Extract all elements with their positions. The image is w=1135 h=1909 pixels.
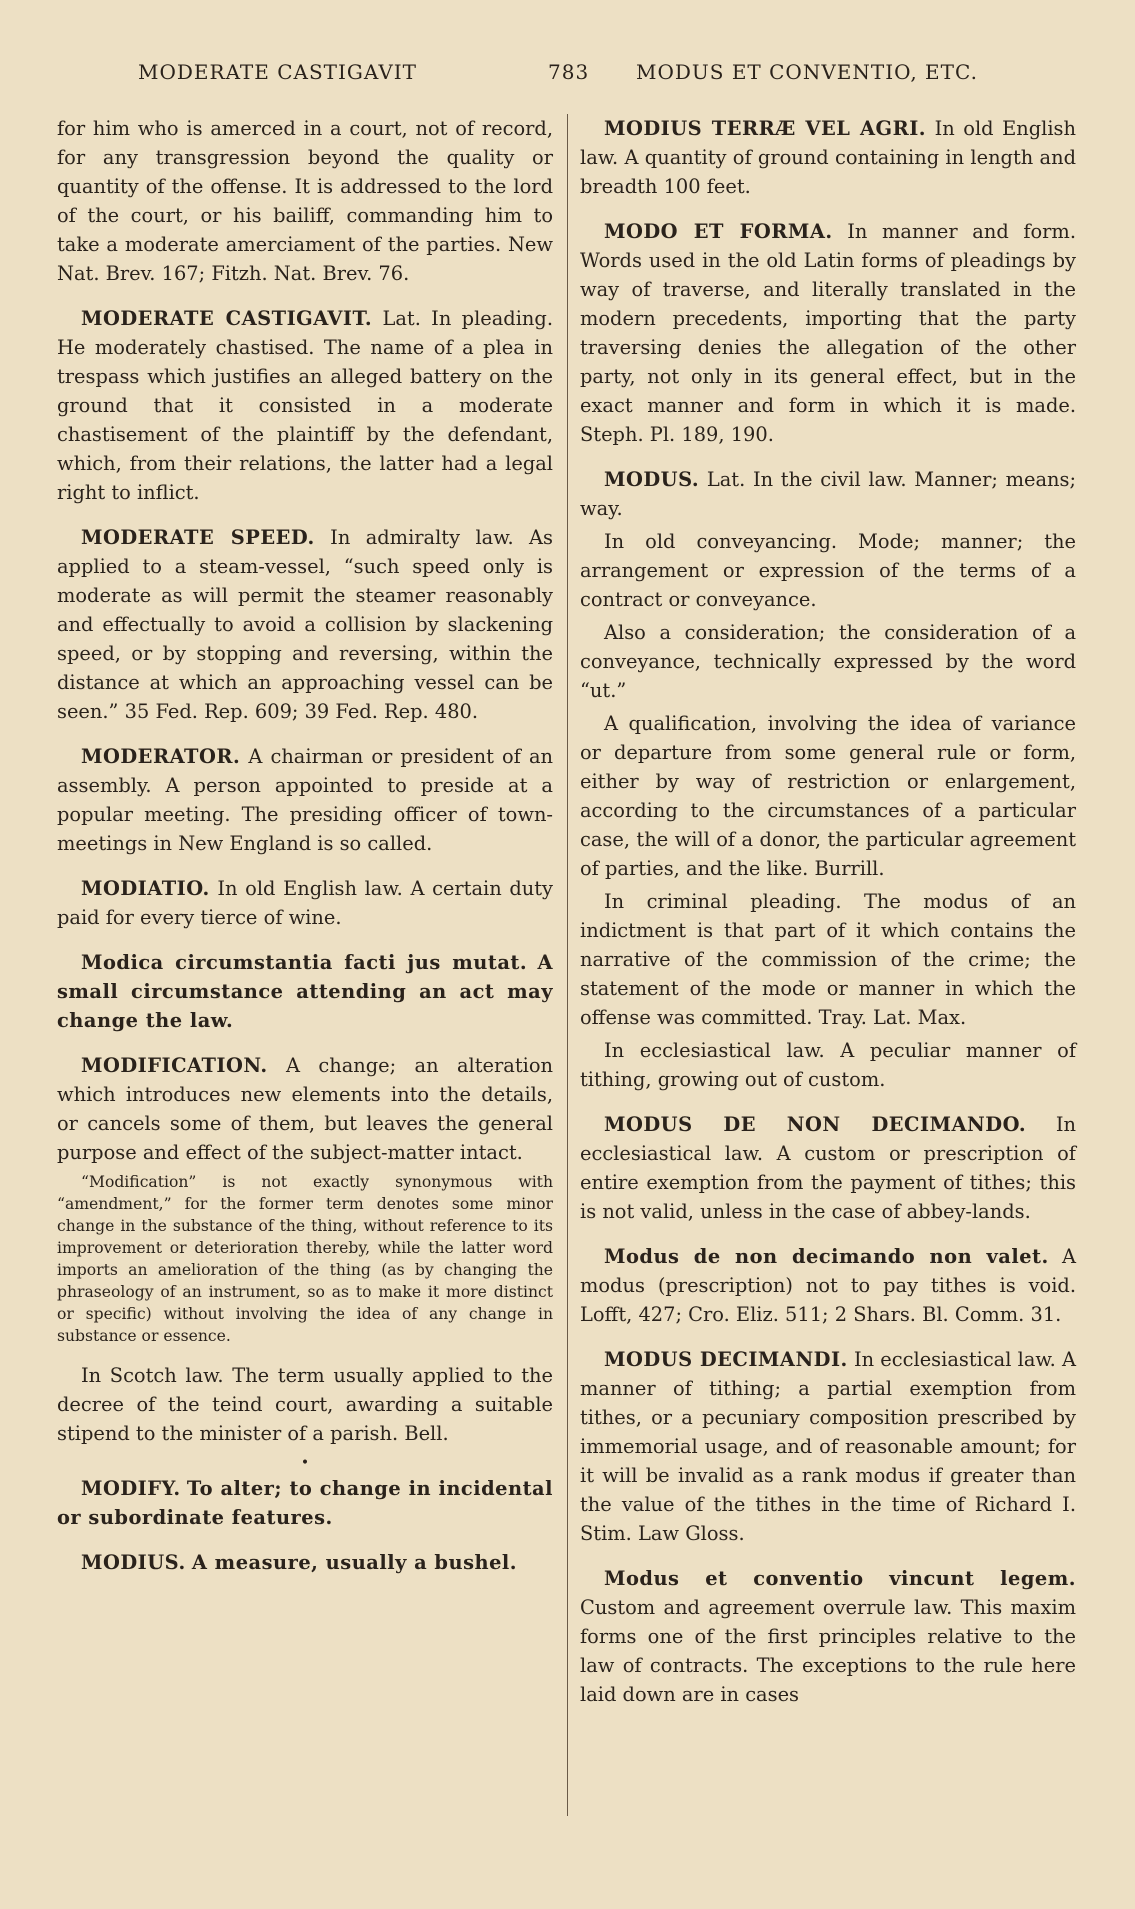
entry-headword: MODIUS.	[81, 1551, 186, 1574]
entry-headword: MODIATIO.	[81, 877, 210, 900]
entry-text: To alter; to change in incidental or subordinate features.	[57, 1477, 553, 1529]
left-column	[57, 114, 553, 1593]
entry-headword: Modus de non decimando non valet.	[604, 1245, 1049, 1268]
entry-modus-decimandi	[580, 1345, 1076, 1548]
header-left-guide-word: MODERATE CASTIGAVIT	[138, 60, 418, 84]
entry-text: In old conveyancing. Mode; manner; the arrangement or expression of the terms of a contract or conveyance.	[580, 530, 1076, 611]
entry-text: Lat. In the civil law. Manner; means; way.	[580, 468, 1076, 520]
entry-headword: MODIFY.	[81, 1477, 181, 1500]
header-right-guide-word: MODUS ET CONVENTIO, ETC.	[636, 60, 978, 84]
page-number: 783	[548, 60, 590, 84]
entry-text: A change; an alteration which introduces new elements into the details, or cancels some of them, but leaves the general purpose and effect of the subject-matter intact.	[57, 1054, 553, 1164]
entry-scotch-law	[57, 1361, 553, 1448]
entry-modus-de-non-decimando	[580, 1110, 1076, 1226]
entry-headword: MODERATOR.	[81, 745, 241, 768]
entry-headword: MODUS DECIMANDI.	[604, 1348, 848, 1371]
entry-text: In ecclesiastical law. A peculiar manner of tithing, growing out of custom.	[580, 1039, 1076, 1091]
entry-modus-ecclesiastical	[580, 1036, 1076, 1094]
entry-headword: MODERATE SPEED.	[81, 526, 315, 549]
entry-modius	[57, 1548, 553, 1577]
entry-modius-terrae	[580, 114, 1076, 201]
entry-text: Custom and agreement overrule law. This maxim forms one of the first principles relative to the law of contracts. The exceptions to the rule here laid down are in cases	[580, 1596, 1076, 1706]
entry-text: A chairman or president of an assembly. A person appointed to preside at a popular meeting. The presiding officer of town-meetings in New England is so called.	[57, 745, 553, 855]
entry-headword: Modus et conventio vincunt legem.	[604, 1567, 1076, 1590]
entry-text: A measure, usually a bushel.	[191, 1551, 518, 1574]
entry-text: A qualification, involving the idea of variance or departure from some general rule or form, either by way of restriction or enlargement, according to the circumstances of a particular case, the will of a donor, the particular agreement of parties, and the like. Burrill.	[580, 712, 1076, 880]
entry-modica-circumstantia	[57, 948, 553, 1035]
column-divider	[567, 114, 568, 1816]
entry-text: A modus (prescription) not to pay tithes is void. Lofft, 427; Cro. Eliz. 511; 2 Shars. Bl. Comm. 31.	[580, 1245, 1077, 1326]
entry-note-modification	[57, 1171, 553, 1347]
entry-modus-consideration	[580, 618, 1076, 705]
entry-headword: MODUS.	[604, 468, 700, 491]
entry-text: In criminal pleading. The modus of an indictment is that part of it which contains the narrative of the commission of the crime; the statement of the mode or manner in which the offense was committed. Tray. Lat. Max.	[580, 890, 1076, 1029]
bullet-mark: •	[300, 1455, 310, 1471]
entry-moderate-speed	[57, 523, 553, 726]
entry-text: In ecclesiastical law. A manner of tithing; a partial exemption from tithes, or a pecuniary composition prescribed by immemorial usage, and of reasonable amount; for it will be invalid as a rank modus if greater than the value of the tithes in the time of Richard I. Stim. Law Gloss.	[580, 1348, 1077, 1545]
entry-text: In old English law. A certain duty paid for every tierce of wine.	[57, 877, 553, 929]
entry-text: In manner and form. Words used in the old Latin forms of pleadings by way of traverse, and literally translated in the modern precedents, importing that the party traversing denies the allegation of the other party, not only in its general effect, but in the exact manner and form in which it is made. Steph. Pl. 189, 190.	[580, 220, 1076, 446]
right-column	[580, 114, 1076, 1725]
entry-modify	[57, 1474, 553, 1532]
entry-text: Lat. In pleading. He moderately chastised. The name of a plea in trespass which justifies an alleged battery on the ground that it consisted in a moderate chastisement of the plaintiff by the defendant, which, from their relations, the latter had a legal right to inflict.	[57, 307, 553, 504]
entry-text: In admiralty law. As applied to a steam-vessel, “such speed only is moderate as will permit the steamer reasonably and effectually to avoid a collision by slackening speed, or by stopping and reversing, within the distance at which an approaching vessel can be seen.” 35 Fed. Rep. 609; 39 Fed. Rep. 480.	[57, 526, 554, 723]
entry-moderate-castigavit	[57, 304, 553, 507]
entry-modiatio	[57, 874, 553, 932]
entry-modo-et-forma	[580, 217, 1076, 449]
entry-headword: MODIUS TERRÆ VEL AGRI.	[604, 117, 927, 140]
entry-modus-conveyancing	[580, 527, 1076, 614]
note-text: “Modification” is not exactly synonymous with “amendment,” for the former term denotes some minor change in the substance of the thing, without reference to its improvement or deterioration thereby, while the latter word imports an amelioration of the thing (as by changing the phraseology of an instrument, so as to make it more distinct or specific) without involving the idea of any change in substance or essence.	[57, 1173, 553, 1345]
entry-text: A small circumstance attending an act may change the law.	[57, 951, 553, 1032]
entry-text: In old English law. A quantity of ground containing in length and breadth 100 feet.	[580, 117, 1076, 198]
entry-headword: MODO ET FORMA.	[604, 220, 833, 243]
entry-moderator	[57, 742, 553, 858]
running-head	[0, 60, 1135, 90]
entry-headword: MODIFICATION.	[81, 1054, 268, 1077]
entry-headword: MODUS DE NON DECIMANDO.	[604, 1113, 1027, 1136]
entry-headword: Modica circumstantia facti jus mutat.	[81, 951, 528, 974]
entry-modus-non-valet	[580, 1242, 1076, 1329]
entry-text: Also a consideration; the consideration of a conveyance, technically expressed by the word “ut.”	[580, 621, 1076, 702]
entry-text: In Scotch law. The term usually applied to the decree of the teind court, awarding a suitable stipend to the minister of a parish. Bell.	[57, 1364, 553, 1445]
entry-text: for him who is amerced in a court, not of record, for any transgression beyond the quality or quantity of the offense. It is addressed to the lord of the court, or his bailiff, commanding him to take a moderate amerciament of the parties. New Nat. Brev. 167; Fitzh. Nat. Brev. 76.	[57, 117, 553, 285]
entry-headword: MODERATE CASTIGAVIT.	[81, 307, 373, 330]
entry-modus-criminal	[580, 887, 1076, 1032]
entry-modus	[580, 465, 1076, 523]
entry-text: In ecclesiastical law. A custom or prescription of entire exemption from the payment of tithes; this is not valid, unless in the case of abbey-lands.	[580, 1113, 1076, 1223]
entry-modus-et-conventio	[580, 1564, 1076, 1709]
entry-continuation	[57, 114, 553, 288]
entry-modus-qualification	[580, 709, 1076, 883]
entry-modification	[57, 1051, 553, 1167]
